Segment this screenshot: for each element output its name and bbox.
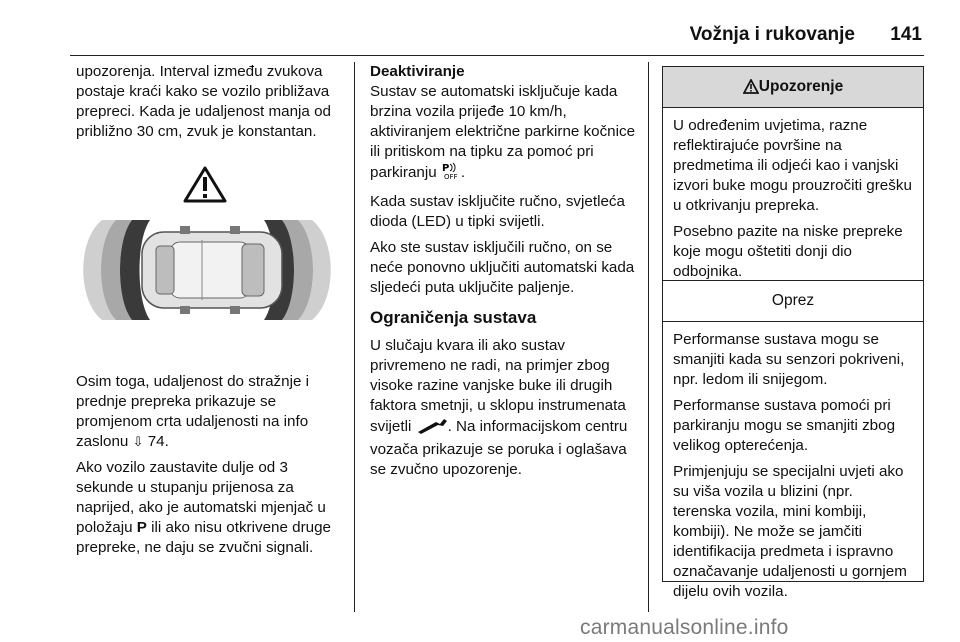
warning-box-header	[663, 67, 923, 108]
deactivation-paragraph-2: Kada sustav isključite ručno, svjetleća dioda (LED) u tipki svijetli.	[370, 193, 625, 230]
deactivation-text: Sustav se automatski isključuje kada brzina vozila prijeđe 10 km/h, aktiviranjem električne parkirne kočnice ili pritiskom na tipku za pomoć pri parkiranju	[370, 83, 636, 181]
cross-reference-icon[interactable]: ⇩	[132, 434, 144, 449]
warning-box-title: Upozorenje	[758, 78, 844, 95]
warning-box-body	[663, 108, 923, 282]
parking-sensor-illustration	[72, 210, 342, 335]
caution-box-header: Oprez	[663, 281, 923, 322]
page-number: 141	[890, 24, 922, 45]
caution-box	[662, 280, 924, 600]
warning-paragraph-2: Posebno pazite na niske prepreke koje mogu oštetiti donji dio odbojnika.	[673, 223, 903, 280]
page-reference[interactable]: 74.	[143, 433, 169, 450]
distance-display-text: Osim toga, udaljenost do stražnje i prednje prepreka prikazuje se promjenom crta udaljenosti na info zaslonu	[76, 373, 309, 450]
gear-position-p: P	[136, 519, 147, 536]
column-1-bottom	[76, 372, 344, 558]
wrench-icon	[416, 416, 448, 440]
column-divider-right	[648, 62, 649, 612]
deactivation-heading: Deaktiviranje	[370, 63, 465, 80]
warning-triangle-icon	[743, 70, 759, 110]
deactivation-text-end: .	[460, 164, 466, 181]
svg-text:OFF: OFF	[443, 173, 458, 180]
no-signal-text-start: Ako vozilo zaustavite dulje od 3 sekunde u stupanju prijenosa za naprijed, ako je automatski mjenjač u položaju	[76, 459, 326, 536]
header-rule	[70, 55, 924, 56]
warning-box	[662, 66, 924, 300]
page-header-title: Vožnja i rukovanje	[689, 24, 855, 45]
limits-paragraph	[370, 336, 638, 480]
distance-display-paragraph	[76, 372, 344, 452]
warning-triangle-icon	[183, 165, 227, 208]
limits-text-end: . Na informacijskom centru vozača prikazuje se poruka i oglašava se zvučno upozorenje.	[370, 418, 628, 478]
deactivation-paragraph-1	[370, 82, 638, 186]
caution-paragraph-3: Primjenjuju se specijalni uvjeti ako su viša vozila u blizini (npr. terenska vozila, mini kombiji, kombiji). Ne može se jamčiti identifikacija predmeta i ispravno označavanje udaljenosti u gornjem dijelu ovih vozila.	[673, 463, 907, 600]
column-1-top	[76, 62, 344, 142]
no-signal-paragraph	[76, 458, 344, 558]
watermark: carmanualsonline.info	[580, 616, 789, 639]
no-signal-text-end: ili ako nisu otkrivene druge prepreke, ne daju se zvučni signali.	[76, 519, 331, 556]
intro-paragraph: upozorenja. Interval između zvukova postaje kraći kako se vozilo približava prepreci. Kada je udaljenost manja od približno 30 cm, zvuk je konstantan.	[76, 63, 331, 140]
limits-text: U slučaju kvara ili ako sustav privremeno ne radi, na primjer zbog visoke razine vanjske buke ili drugih faktora smetnji, u sklopu instrumenata svijetli	[370, 337, 626, 435]
svg-text:P: P	[441, 163, 450, 174]
warning-paragraph-1: U određenim uvjetima, razne reflektirajuće površine na predmetima ili odjeći kao i vanjski izvori buke mogu prouzročiti grešku u otkrivanju prepreka.	[673, 117, 912, 214]
park-assist-off-icon	[441, 162, 461, 186]
caution-box-body	[663, 322, 923, 602]
caution-paragraph-1: Performanse sustava mogu se smanjiti kada su senzori pokriveni, npr. ledom ili snijegom.	[673, 331, 905, 388]
caution-paragraph-2: Performanse sustava pomoći pri parkiranju mogu se smanjiti zbog velikog opterećenja.	[673, 397, 896, 454]
column-divider-left	[354, 62, 355, 612]
limits-heading: Ograničenja sustava	[370, 308, 537, 327]
deactivation-paragraph-3: Ako ste sustav isključili ručno, on se neće ponovno uključiti automatski kada sljedeći puta uključite paljenje.	[370, 239, 635, 296]
column-2	[370, 62, 638, 480]
